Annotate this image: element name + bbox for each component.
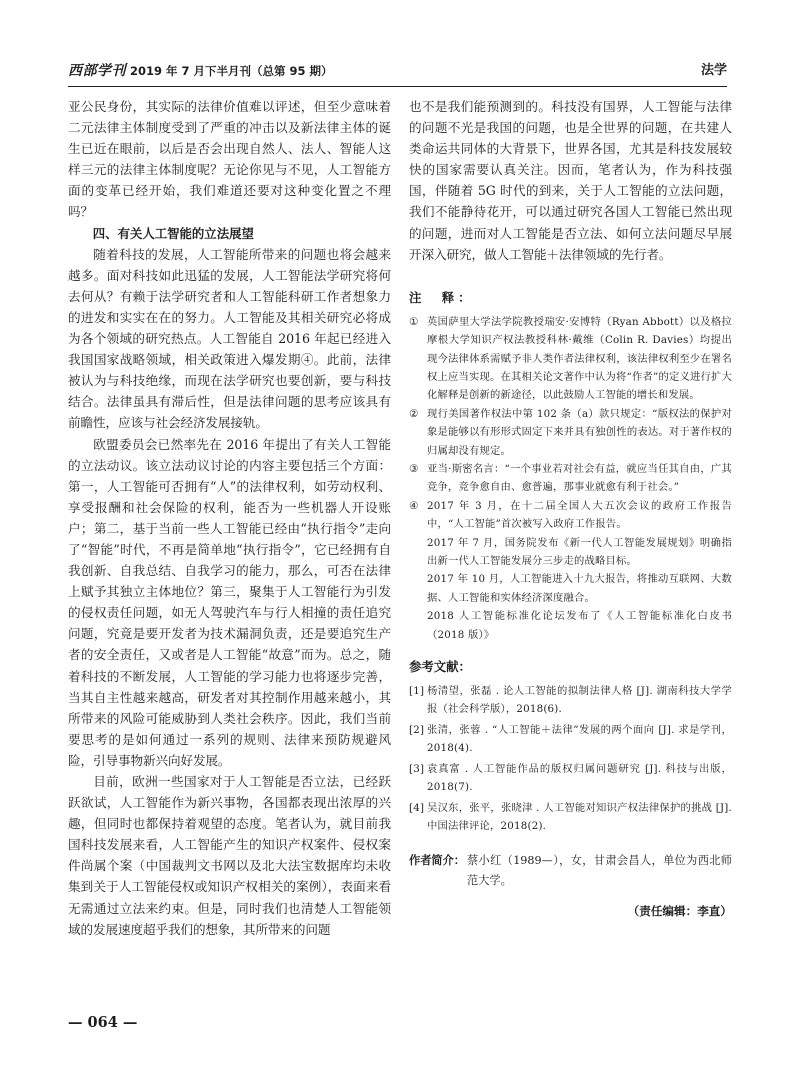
note-item <box>409 497 732 534</box>
body-paragraph: 亚公民身份，其实际的法律价值难以评述，但至少意味着二元法律主体制度受到了严重的冲击以及新法律主体的诞生已近在眼前，以后是否会出现自然人、法人、智能人这样三元的法律主体制度呢？无论你见与不见，人工智能方面的变革已经开始，我们难道还要对这种变化置之不理吗？ <box>68 99 391 220</box>
body-paragraph: 随着科技的发展，人工智能所带来的问题也将会越来越多。面对科技如此迅猛的发展，人工智能法学研究将何去何从？有赖于法学研究者和人工智能科研工作者想象力的进发和实实在在的努力。人工智能及其相关研究必将成为各个领域的研究热点。人工智能自 2016 年起已经进入我国国家战略领域，相关政策进入爆发期④。此前，法律被认为与科技绝缘，而现在法学研究也要创新，要与科技结合。法律虽具有滞后性，但是法律问题的思考应该具有前瞻性，应该与社会经济发展接轨。 <box>68 246 391 431</box>
section-heading: 四、有关人工智能的立法展望 <box>92 225 254 241</box>
body-paragraph: 欧盟委员会已然率先在 2016 年提出了有关人工智能的立法动议。该立法动议讨论的内容主要包括三个方面：第一，人工智能可否拥有“人”的法律权利，如劳动权利、享受报酬和社会保险的权利，能否为一些机器人开设账户；第二，基于当前一些人工智能已经由“执行指令”走向了“智能”时代，不再是简单地“执行指令”，它已经拥有自我创新、自我总结、自我学习的能力，那么，可否在法律上赋予其独立主体地位？第三，聚集于人工智能行为引发的侵权责任问题，如无人驾驶汽车与行人相撞的责任追究问题，究竟是要开发者为技术漏洞负责，还是要追究生产者的安全责任，又或者是人工智能“故意”而为。总之，随着科技的不断发展，人工智能的学习能力也将逐步完善，当其自主性越来越高，研发者对其控制作用越来越小，其所带来的风险可能威胁到人类社会秩序。因此，我们当前要思考的是如何通过一系列的规则、法律来预防规避风险，引导事物新兴向好发展。 <box>68 436 391 768</box>
body-paragraph: 目前，欧洲一些国家对于人工智能是否立法，已经跃跃欲试，人工智能作为新兴事物，各国都表现出浓厚的兴趣，但同时也都保持着观望的态度。笔者认为，就目前我国科技发展来看，人工智能产生的知识产权案件、侵权案件尚属个案（中国裁判文书网以及北大法宝数据库均未收集到关于人工智能侵权或知识产权相关的案例），表面来看无需通过立法来约束。但是，同时我们也清楚人工智能领域的发展速度超乎我们的想象，其所带来的问题 <box>68 774 391 937</box>
reference-item <box>409 760 732 797</box>
note-marker: ① <box>409 315 419 328</box>
reference-item <box>409 682 732 719</box>
right-column <box>409 96 732 919</box>
note-continuation: 2018 人工智能标准化论坛发布了《人工智能标准化白皮书（2018 版）》 <box>427 610 732 641</box>
author-bio-label: 作者简介： <box>409 854 465 868</box>
note-marker: ③ <box>409 463 419 475</box>
author-bio <box>409 851 732 891</box>
note-text: 现行美国著作权法中第 102 条（a）款只规定：“版权法的保护对象是能够以有形形式固定下来并具有独创性的表达。对于著作权的归属却没有规定。 <box>427 407 732 457</box>
left-column <box>68 96 391 940</box>
section-label: 法学 <box>700 63 727 78</box>
references-heading: 参考文献： <box>409 659 471 675</box>
reference-item <box>409 721 732 758</box>
note-item <box>409 460 732 497</box>
reference-marker: [3] <box>409 762 425 775</box>
reference-marker: [4] <box>409 801 425 814</box>
notes-heading: 注 释： <box>409 289 475 305</box>
note-text: 英国萨里大学法学院教授瑞安·安博特（Ryan Abbott）以及格拉摩根大学知识产权法教授科林·戴维（Colin R. Davies）均提出现今法律体系需赋予非人类作者法律权利，该法律权利至少在署名权上应当实现。在其相关论文著作中认为将“作者”的定义进行扩大化解释是创新的新途径，以此鼓励人工智能的增长和发展。 <box>427 315 732 402</box>
issue-info: 2019 年 7 月下半月刊（总第 95 期） <box>129 64 333 78</box>
running-header <box>68 60 727 84</box>
header-rule <box>68 86 727 87</box>
page-number: — 064 — <box>68 1014 138 1031</box>
body-paragraph: 也不是我们能预测到的。科技没有国界，人工智能与法律的问题不光是我国的问题，也是全世界的问题，在共建人类命运共同体的大背景下，世界各国，尤其是科技发展较快的国家需要认真关注。因而，笔者认为，作为科技强国，伴随着 5G 时代的到来，关于人工智能的立法问题，我们不能静待花开，可以通过研究各国人工智能已然出现的问题，进而对人工智能是否立法、如何立法问题尽早展开深入研究，做人工智能＋法律领域的先行者。 <box>409 99 732 262</box>
note-text: 亚当·斯密名言：“一个事业若对社会有益，就应当任其自由，广其竞争，竞争愈自由、愈普遍，那事业就愈有利于社会。” <box>427 463 732 494</box>
reference-text: 吴汉东，张平，张晓津 . 人工智能对知识产权法律保护的挑战 [J]. 中国法律评论，2018(2). <box>427 801 732 832</box>
note-continuation: 2017 年 7 月，国务院发布《新一代人工智能发展规划》明确指出新一代人工智能发展分三步走的战略目标。 <box>427 536 732 568</box>
reference-text: 袁真富 . 人工智能作品的版权归属问题研究 [J]. 科技与出版，2018(7). <box>427 762 732 794</box>
note-continuation: 2017 年 10 月，人工智能进入十九大报告，将推动互联网、大数据、人工智能和实体经济深度融合。 <box>427 573 732 604</box>
note-marker: ④ <box>409 499 419 512</box>
reference-item <box>409 799 732 836</box>
note-text: 2017 年 3 月，在十二届全国人大五次会议的政府工作报告中，“人工智能”首次被写入政府工作报告。 <box>427 499 732 531</box>
note-marker: ② <box>409 407 419 420</box>
journal-logo: 西部学刊 <box>68 63 126 79</box>
author-bio-text: 蔡小红（1989—），女，甘肃会昌人，单位为西北师范大学。 <box>467 854 732 888</box>
reference-marker: [2] <box>409 723 425 736</box>
reference-marker: [1] <box>409 685 425 698</box>
responsible-editor: （责任编辑：李直） <box>627 904 732 919</box>
note-item <box>409 313 732 405</box>
reference-text: 杨清望，张磊 . 论人工智能的拟制法律人格 [J]. 湖南科技大学学报（社会科学版），2018(6). <box>427 685 732 716</box>
note-item <box>409 405 732 460</box>
reference-text: 张清，张蓉 . “人工智能＋法律”发展的两个面向 [J]. 求是学刊，2018(4). <box>427 723 732 755</box>
header-left <box>68 60 333 82</box>
